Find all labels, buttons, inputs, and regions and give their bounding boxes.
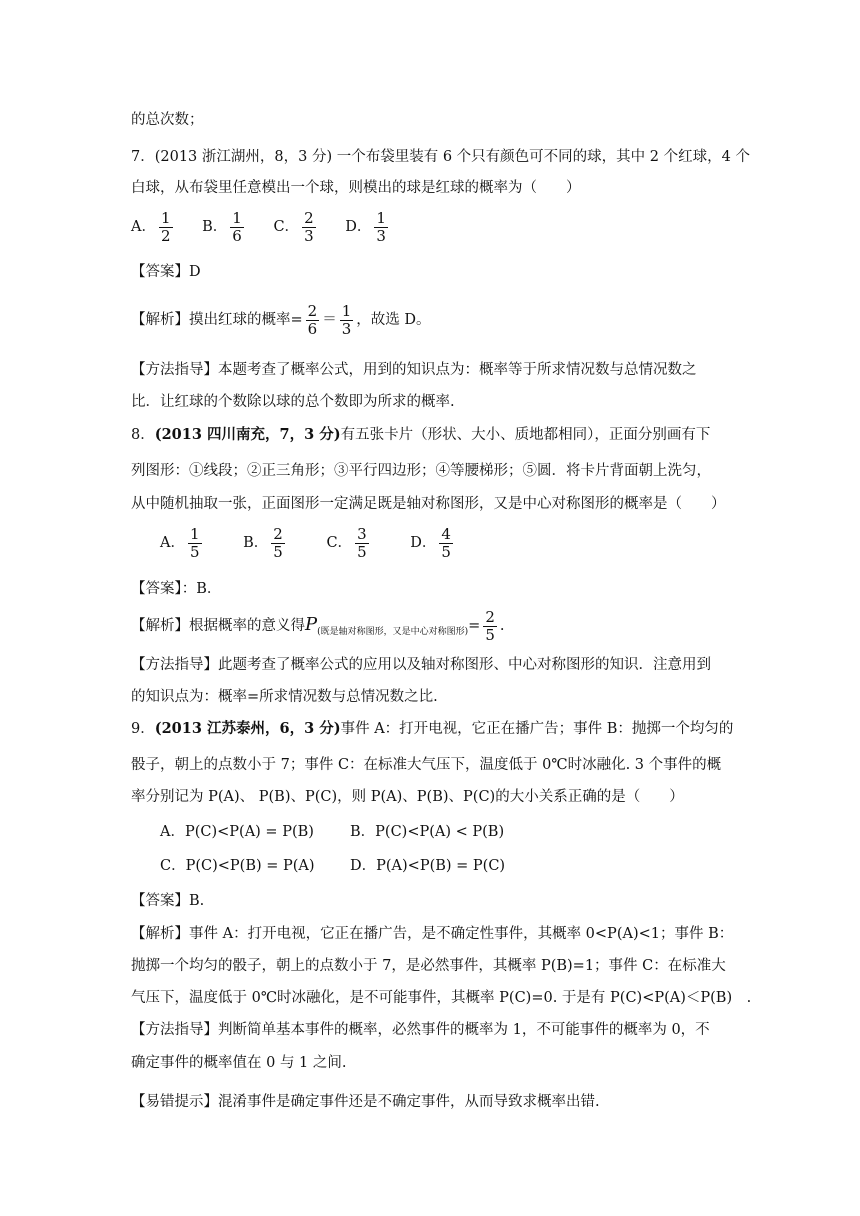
q9-option-d: D．P(A)<P(B) = P(C): [350, 858, 506, 874]
q7-option-a: A． $\frac{1}{2}$: [131, 208, 171, 245]
q9-stem-line-1: 9．(2013 江苏泰州，6，3 分)事件 A：打开电视，它正在播广告；事件 B：抛掷一个均匀的: [131, 720, 734, 737]
q9-explanation-line-1: 【解析】事件 A：打开电视，它正在播广告，是不确定性事件，其概率 0<P(A)<1；事件 B：: [131, 926, 734, 942]
q9-method-line-1: 【方法指导】判断简单基本事件的概率，必然事件的概率为 1，不可能事件的概率为 0，不: [131, 1022, 710, 1038]
q8-options: [160, 525, 770, 561]
text-line: 的总次数；: [131, 112, 204, 128]
q8-stem-line-1: 8．(2013 四川南充，7，3 分)有五张卡片（形状、大小、质地都相同），正面分别画有下: [131, 426, 711, 443]
q9-options-row-1: [160, 822, 770, 842]
q8-option-b: B． $\frac{2}{5}$: [243, 524, 283, 561]
q9-source: (2013 江苏泰州，6，3 分): [154, 720, 341, 737]
q9-stem-line-3: 率分别记为 P(A)、 P(B)、P(C)，则 P(A)、P(B)、P(C)的大小关系正确的是（ ）: [131, 789, 684, 805]
q8-method-line-2: 的知识点为：概率=所求情况数与总情况数之比.: [131, 689, 438, 705]
q9-option-b: B．P(C)<P(A) < P(B): [350, 824, 505, 840]
q8-explanation: 【解析】根据概率的意义得$P_{(既是轴对称图形,又是中心对称图形)}=$ $\frac{2}{5}$ .: [131, 607, 505, 644]
q8-option-d: D． $\frac{4}{5}$: [410, 524, 451, 561]
q7-method-line-1: 【方法指导】本题考查了概率公式，用到的知识点为：概率等于所求情况数与总情况数之: [131, 362, 697, 378]
q7-stem-line-2: 白球，从布袋里任意模出一个球，则模出的球是红球的概率为（ ）: [131, 180, 581, 196]
q7-option-b: B． $\frac{1}{6}$: [202, 208, 242, 245]
q9-explanation-line-2: 抛掷一个均匀的骰子，朝上的点数小于 7，是必然事件，其概率 P(B)=1；事件 C：在标准大: [131, 958, 726, 974]
q7-answer: 【答案】D: [131, 264, 201, 280]
q9-options-row-2: [160, 856, 770, 876]
q7-explanation: 【解析】摸出红球的概率= $\frac{2}{6}$ ＝ $\frac{1}{3}$ ，故选 D。: [131, 301, 431, 338]
q7-stem-line-1: 7．(2013 浙江湖州，8，3 分) 一个布袋里装有 6 个只有颜色可不同的球，其中 2 个红球，4 个: [131, 149, 750, 165]
q7-method-line-2: 比．让红球的个数除以球的总个数即为所求的概率.: [131, 394, 455, 410]
q9-explanation-line-3: 气压下，温度低于 0℃时冰融化，是不可能事件，其概率 P(C)=0. 于是有 P(C)<P(A)＜P(B) .: [131, 990, 752, 1006]
q9-error-tip: 【易错提示】混淆事件是确定事件还是不确定事件，从而导致求概率出错.: [131, 1094, 600, 1110]
q9-method-line-2: 确定事件的概率值在 0 与 1 之间.: [131, 1055, 347, 1071]
q9-option-c: C．P(C)<P(B) = P(A): [160, 858, 315, 874]
q9-option-a: A．P(C)<P(A) = P(B): [160, 824, 314, 840]
q8-stem-line-2: 列图形：①线段；②正三角形；③平行四边形；④等腰梯形；⑤圆．将卡片背面朝上洗匀，: [131, 463, 711, 479]
q8-stem-line-3: 从中随机抽取一张，正面图形一定满足既是轴对称图形，又是中心对称图形的概率是（ ）: [131, 496, 726, 512]
q8-option-c: C． $\frac{3}{5}$: [326, 524, 367, 561]
q8-source: (2013 四川南充，7，3 分): [154, 426, 341, 443]
q7-option-c: C． $\frac{2}{3}$: [273, 208, 314, 245]
q8-option-a: A． $\frac{1}{5}$: [160, 524, 200, 561]
q8-method-line-1: 【方法指导】此题考查了概率公式的应用以及轴对称图形、中心对称图形的知识．注意用到: [131, 657, 711, 673]
q9-answer: 【答案】B.: [131, 893, 205, 909]
q9-stem-line-2: 骰子，朝上的点数小于 7；事件 C：在标准大气压下，温度低于 0℃时冰融化. 3 个事件的概: [131, 757, 722, 773]
q7-options: [131, 209, 741, 245]
q7-option-d: D． $\frac{1}{3}$: [345, 208, 386, 245]
q8-answer: 【答案】：B．: [131, 581, 222, 597]
